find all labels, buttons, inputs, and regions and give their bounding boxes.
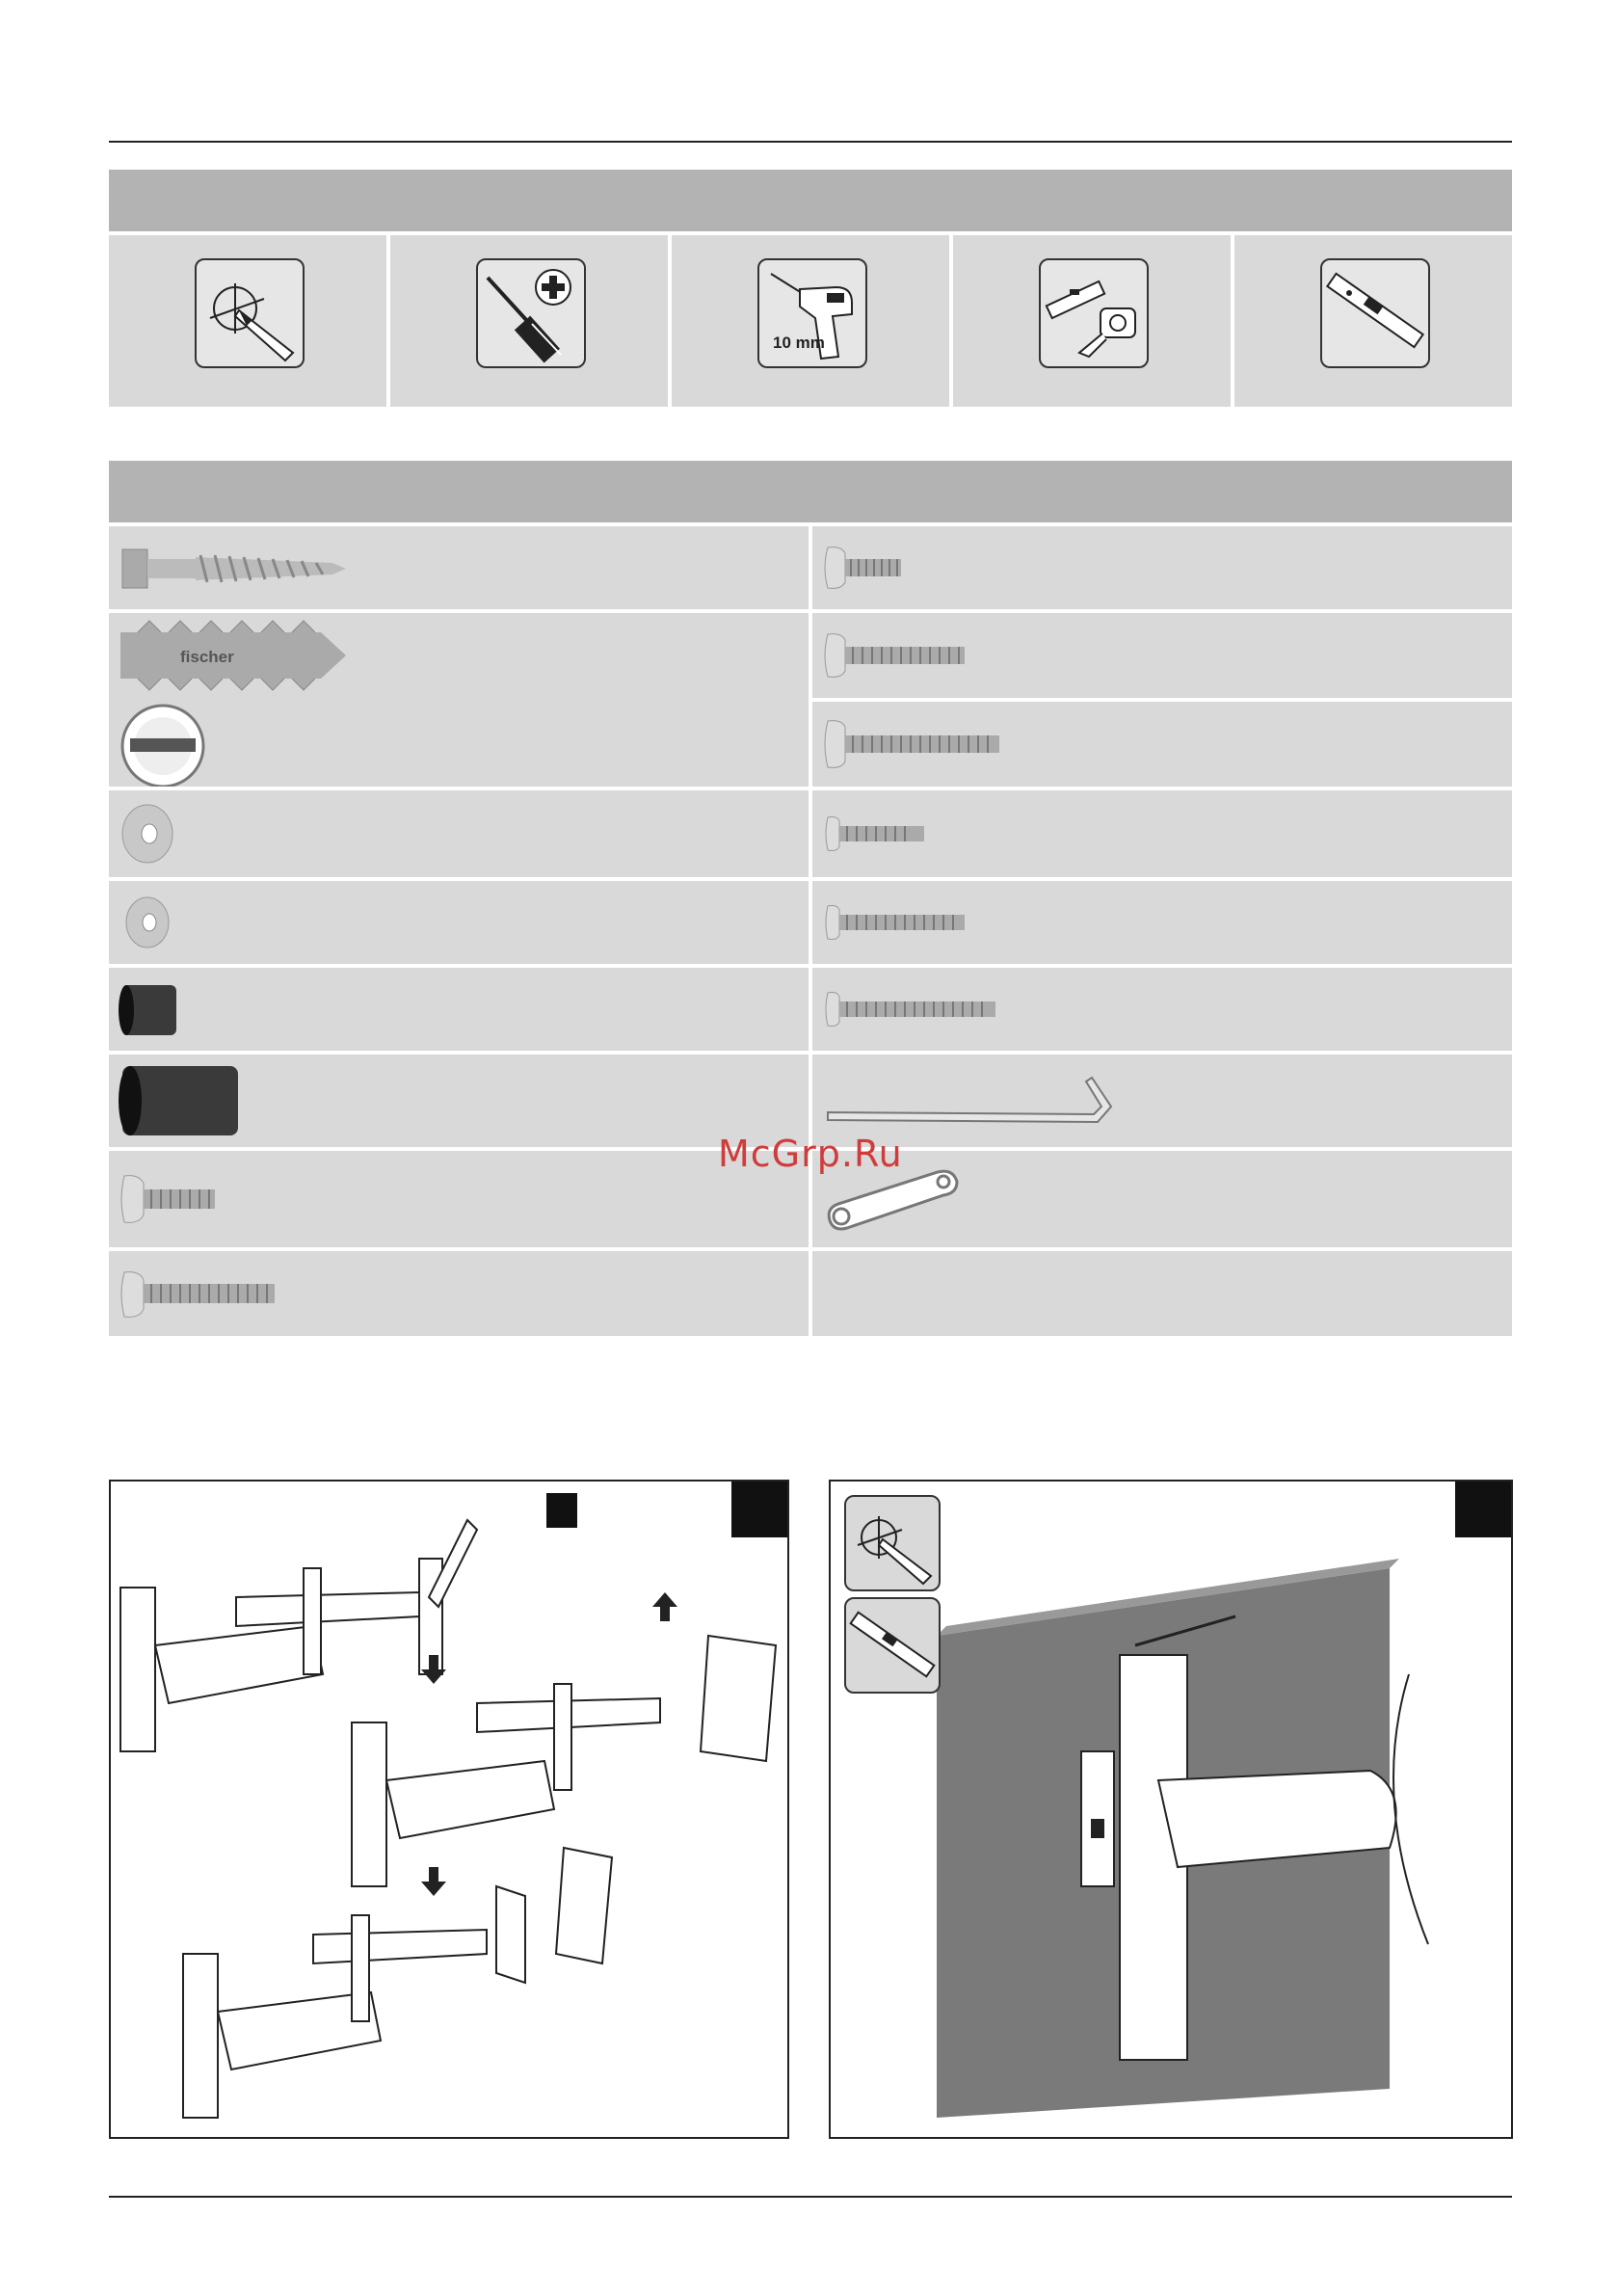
parts-row — [109, 968, 1512, 1051]
parts-right-stack — [812, 613, 1512, 787]
phillips-screwdriver-icon — [476, 258, 586, 368]
spirit-level-icon — [844, 1597, 941, 1694]
wall-mount-arm-illustration — [111, 1482, 787, 2137]
allen-key-icon — [812, 1055, 1512, 1147]
tool-cell-level — [1234, 235, 1512, 407]
header-rule — [109, 141, 1512, 143]
parts-grid — [109, 526, 1512, 1340]
parts-row — [109, 526, 1512, 609]
spacer-short-icon — [109, 968, 809, 1051]
callout-tag — [546, 1493, 577, 1528]
drill-icon — [757, 258, 867, 368]
pencil-marking-icon — [195, 258, 305, 368]
tool-cell-measure — [953, 235, 1231, 407]
screw-m4-short-icon — [812, 526, 1512, 609]
tool-cell-marking — [109, 235, 386, 407]
tool-cell-drill — [672, 235, 949, 407]
spirit-level-icon — [1320, 258, 1430, 368]
wrench-icon — [812, 1151, 1512, 1247]
screw-long-icon — [109, 1251, 809, 1336]
fischer-wall-plug-icon — [109, 613, 809, 787]
washer-small-icon — [109, 881, 809, 964]
screw-m4-medium-icon — [812, 613, 1512, 698]
watermark: McGrp.Ru — [718, 1133, 903, 1175]
screw-m5-long-icon — [812, 968, 1512, 1051]
assembly-figure — [109, 1480, 789, 2139]
lag-bolt-icon — [109, 526, 809, 609]
footer-rule — [109, 2196, 1512, 2198]
spacer-long-icon — [109, 1055, 809, 1147]
figure-number-badge — [731, 1482, 787, 1537]
screw-m5-short-icon — [812, 790, 1512, 877]
tool-cell-screwdriver — [390, 235, 668, 407]
parts-header-band — [109, 461, 1512, 522]
drill-size-label: 10 mm — [773, 334, 825, 352]
parts-row — [109, 881, 1512, 964]
parts-row — [109, 613, 1512, 787]
tools-row — [109, 235, 1512, 407]
parts-empty-cell — [812, 1251, 1512, 1336]
pencil-marking-icon — [844, 1495, 941, 1591]
tape-measure-icon — [1039, 258, 1149, 368]
fischer-brand-label: fischer — [180, 648, 234, 666]
screw-m5-medium-icon — [812, 881, 1512, 964]
wall-marking-figure — [829, 1480, 1513, 2139]
washer-large-icon — [109, 790, 809, 877]
tools-header-band — [109, 170, 1512, 231]
parts-row — [109, 1251, 1512, 1336]
figure-number-badge — [1455, 1482, 1511, 1537]
parts-row — [109, 790, 1512, 877]
screw-m4-long-icon — [812, 702, 1512, 787]
screw-short-icon — [109, 1151, 809, 1247]
